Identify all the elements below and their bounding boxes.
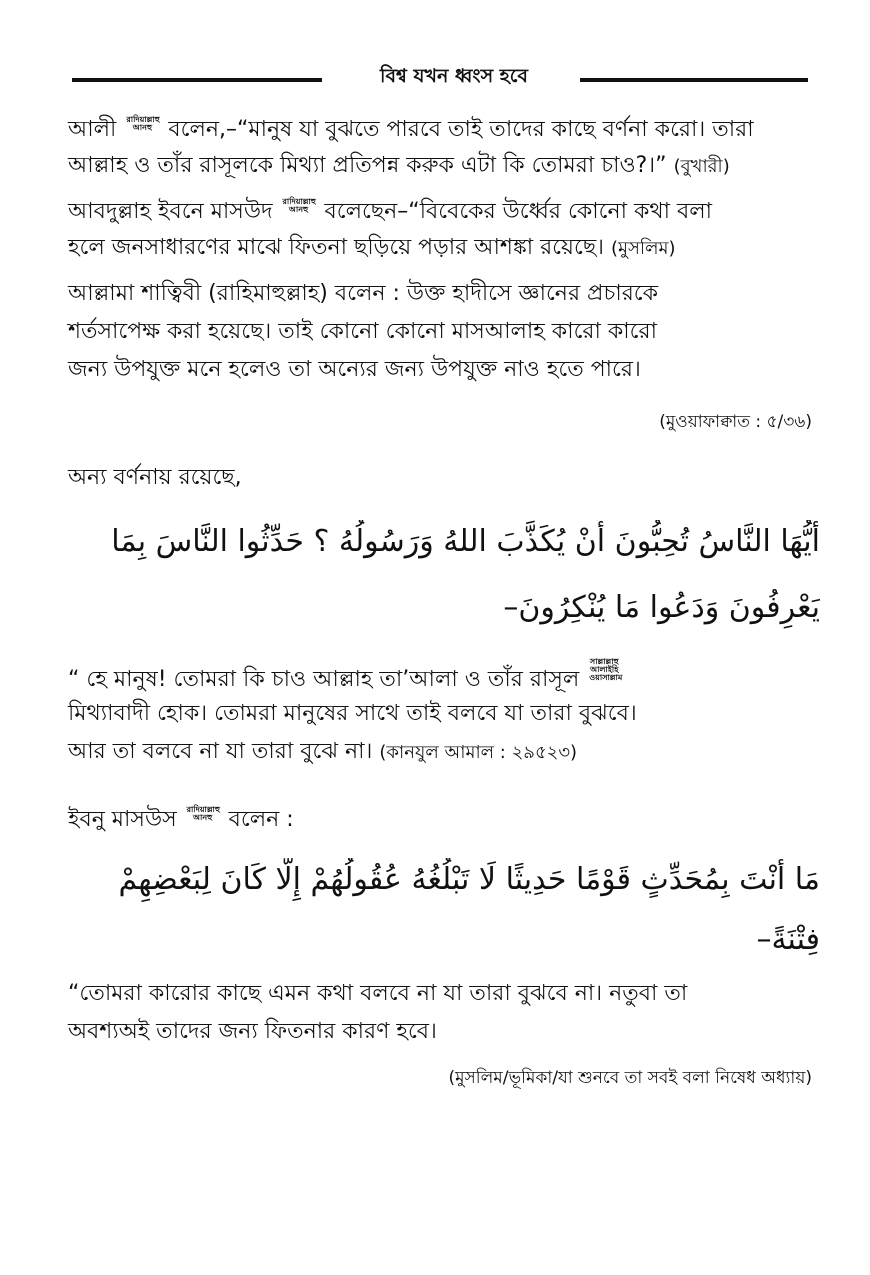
ali-reference: (বুখারী) [673,156,730,177]
ibnu-masus-said: বলেন : [228,807,294,832]
arabic-athar-line1: مَا أَنْتَ بِمُحَدِّثٍ قَوْمًا حَدِيثًا لَا تَبْلُغُهُ عُقُولُهُمْ إِلَّا كَانَ لِبَعْضِهِمْ [118,862,820,897]
shatibi-line2: শর্তসাপেক্ষ করা হয়েছে। তাই কোনো কোনো মাসআলাহ কারো কারো [68,319,657,344]
header-rule-right [580,78,808,82]
ali-quote-line2 [68,148,818,185]
header-rule-left [72,78,322,82]
arabic-hadith-line1: أَيُّهَا النَّاسُ تُحِبُّونَ أَنْ يُكَذَّبَ اللهُ وَرَسُولُهُ ؟ حَدِّثُوا النَّاسَ بِمَا [111,524,820,559]
ibn-masud-text2: হলে জনসাধারণের মাঝে ফিতনা ছড়িয়ে পড়ার আশঙ্কা রয়েছে। [68,235,605,260]
ibnu-masus-line [68,802,818,838]
ibn-masud-line1 [68,194,818,230]
translation1-line1 [68,658,818,698]
translation2-line1: “তোমরা কারোর কাছে এমন কথা বলবে না যা তারা বুঝবে না। নতুবা তা [68,981,688,1006]
page-header [72,58,808,98]
honorific-radiallahu-anhu: রাদিয়াল্লাহু আনহু [282,197,316,214]
translation1-line2: মিথ্যাবাদী হোক। তোমরা মানুষের সাথে তাই বলবে যা তারা বুঝবে। [68,701,637,726]
ibn-masud-text1: বলেছেন–“বিবেকের উর্ধ্বের কোনো কথা বলা [324,199,713,224]
translation1-text1: “ হে মানুষ! তোমরা কি চাও আল্লাহ তা’আলা ও তাঁর রাসূল [68,667,580,692]
page-title: বিশ্ব যখন ধ্বংস হবে [380,65,528,87]
honorific-radiallahu-anhu: রাদিয়াল্লাহু আনহু [126,115,160,132]
another-narration-label: অন্য বর্ণনায় রয়েছে, [68,465,242,490]
ali-name: আলী [68,117,117,142]
arabic-hadith-line2: يَعْرِفُونَ وَدَعُوا مَا يُنْكِرُونَ– [503,590,820,625]
ibn-masud-reference: (মুসলিম) [611,238,676,259]
translation2-reference: (মুসলিম/ভূমিকা/যা শুনবে তা সবই বলা নিষেধ অধ্যায়) [448,1068,812,1088]
translation1-line3 [68,734,818,771]
shatibi-line1: আল্লামা শাত্বিবী (রাহিমাহুল্লাহ) বলেন : উক্ত হাদীসে জ্ঞানের প্রচারকে [68,281,659,306]
honorific-radiallahu-anhu: রাদিয়াল্লাহু আনহু [186,805,220,822]
ibn-masud-line2 [68,230,818,267]
ali-quote-text2: আল্লাহ ও তাঁর রাসূলকে মিথ্যা প্রতিপন্ন করুক এটা কি তোমরা চাও?।” [68,153,667,178]
shatibi-reference: (মুওয়াফাক্বাত : ৫/৩৬) [659,412,812,432]
translation2-line2: অবশ্যঅই তাদের জন্য ফিতনার কারণ হবে। [68,1019,437,1044]
ali-quote-text1: বলেন,–“মানুষ যা বুঝতে পারবে তাই তাদের কাছে বর্ণনা করো। তারা [168,117,754,142]
ali-quote-line1 [68,112,818,148]
shatibi-line3: জন্য উপযুক্ত মনে হলেও তা অন্যের জন্য উপযুক্ত নাও হতে পারে। [68,357,641,382]
honorific-sallallahu-alaihi-wasallam: সাল্লাল্লাহু আলাইহি ওয়াসাল্লাম [589,657,623,682]
translation1-reference: (কানযুল আমাল : ২৯৫২৩) [379,742,578,763]
ibn-masud-name: আবদুল্লাহ ইবনে মাসউদ [68,199,273,224]
arabic-athar-line2: فِتْنَةً– [756,922,820,957]
ibnu-masus-name: ইবনু মাসউস [68,807,177,832]
translation1-text3: আর তা বলবে না যা তারা বুঝে না। [68,739,373,764]
